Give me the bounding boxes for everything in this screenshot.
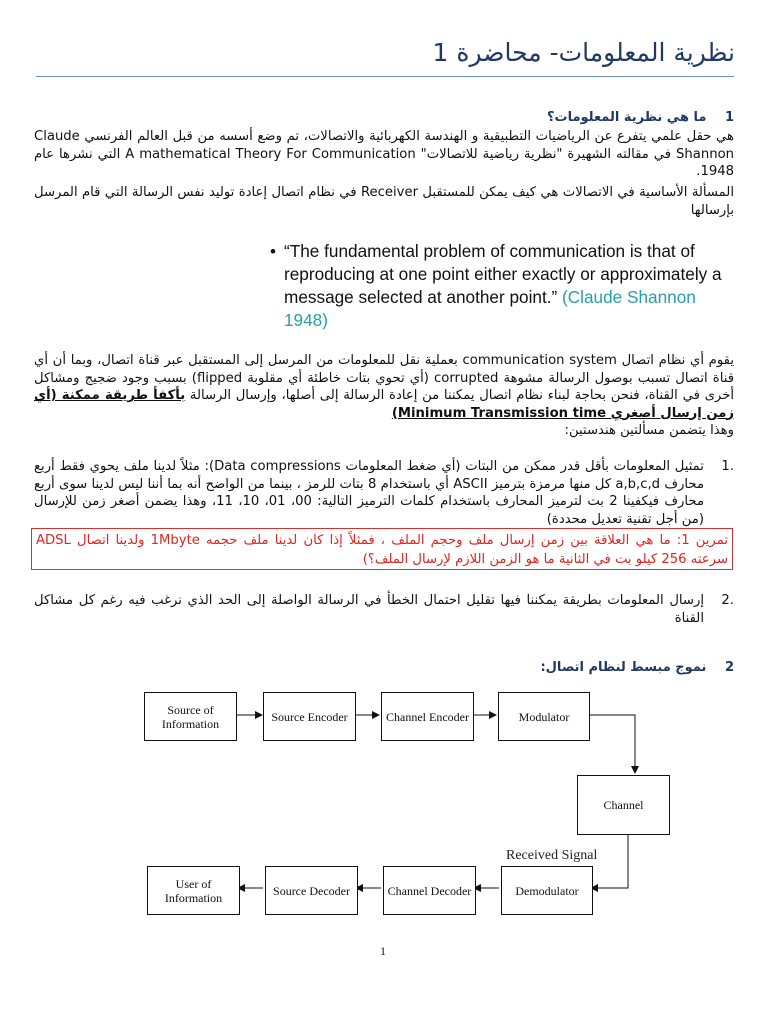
problem-paragraph: المسألة الأساسية في الاتصالات هي كيف يمكن للمستقبل Receiver في نظام اتصال إعادة توليد نفس الرسالة التي قام المرسل بإرسالها	[34, 185, 734, 218]
user-of-information-box: User of Information	[147, 866, 240, 915]
channel-box: Channel	[577, 775, 670, 835]
demodulator-box: Demodulator	[501, 866, 593, 915]
channel-decoder-box: Channel Decoder	[383, 866, 476, 915]
section-2-title: نموج مبسط لنظام اتصال:	[540, 660, 707, 675]
section-1-title: ما هي نظرية المعلومات؟	[546, 110, 707, 125]
source-encoder-box: Source Encoder	[263, 692, 356, 741]
section-2-number: 2	[724, 660, 734, 675]
paragraph-2-text: يقوم أي نظام اتصال communication system بعملية نقل للمعلومات من المرسل إلى المستقبل عبر قناة اتصال، وبما أن أي قناة اتصال تسبب بوصول الرسالة مشوهة corrupted (أي تحوي بتات خاطئة أي مقلوبة flipped) بسبب وجود ضجيج ومشاكل أخرى في القناة، فنحن بحاجة لبناء نظام اتصال يمكننا من إعادة الرسالة إلى أصلها، وإرسال الرسالة	[34, 353, 735, 403]
list-item-text: إرسال المعلومات بطريقة يمكننا فيها تقليل احتمال الخطأ في الرسالة الواصلة إلى الحد الذي نرغب فيه رغم كل مشاكل القناة	[34, 593, 704, 626]
intro-paragraph: هي حقل علمي يتفرع عن الرياضيات التطبيقية و الهندسة الكهربائية والاتصالات، تم وضع أسسه من قبل العالم الفرنسي Claude Shannon في مقالته الشهيرة "نظرية رياضية للاتصالات" A mathematical Theory For Communication التي نشرها عام 1948.	[34, 129, 734, 179]
bullet-icon: •	[270, 242, 276, 261]
exercise-text: تمرين 1: ما هي العلاقة بين زمن إرسال ملف وحجم الملف ، فمثلاً إذا كان لدينا ملف حجمه 1Mbyte ولدينا اتصال ADSL سرعته 256 كيلو بت في الثانية ما هو الزمن اللازم لإرسال الملف؟)	[36, 533, 728, 567]
received-signal-label: Received Signal	[506, 848, 598, 863]
paragraph-2-emphasis: بأكفأ طريقة ممكنة (أي زمن إرسال أصغري Minimum Transmission time)	[34, 388, 734, 421]
list-item-number: 1.	[721, 459, 734, 474]
section-1-number: 1	[724, 110, 734, 125]
channel-encoder-box: Channel Encoder	[381, 692, 474, 741]
quote-citation: (Claude Shannon 1948)	[284, 287, 696, 330]
source-of-information-box: Source of Information	[144, 692, 237, 741]
list-item-number: 2.	[721, 593, 734, 608]
page-number: 1	[380, 944, 386, 958]
modulator-box: Modulator	[498, 692, 590, 741]
paragraph-2-lead: وهذا يتضمن مسألتين هندستين:	[564, 423, 734, 438]
source-decoder-box: Source Decoder	[265, 866, 358, 915]
quote-text: “The fundamental problem of communication is that of reproducing at one point either exactly or approximately a message selected at another point.”	[284, 241, 722, 307]
page-title: نظرية المعلومات- محاضرة 1	[432, 38, 735, 67]
arrow-modulator-to-channel	[588, 715, 635, 773]
list-item-text: تمثيل المعلومات بأقل قدر ممكن من البتات (أي ضغط المعلومات Data compressions): مثلاً لدينا ملف يحوي فقط أربع محارف a,b,c,d كل منها مرمزة بترميز ASCII أي باستخدام 8 بتات للرمز ، بينما من الواضح أنه بما أننا ليس لدينا سوى أربع محارف فيكفينا 2 بت لترميز المحارف باستخدام كلمات الترميز التالية: 00، 01، 10، 11، وهذا يضمن أصغر زمن للإرسال (من أجل تقنية تعديل محددة)	[34, 459, 705, 527]
